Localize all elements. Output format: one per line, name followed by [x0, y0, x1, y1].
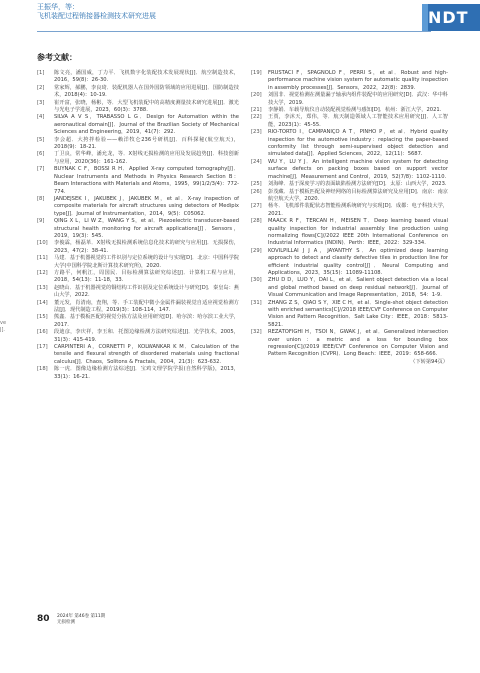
reference-item	[37, 166, 239, 196]
reference-number: [19]	[251, 70, 262, 76]
reference-text: 丁卫良，常华峰，潘允龙，等．X射线无损检测的应用及发展趋势[J]．科技创新与应用，2020(36)：161-162.	[54, 151, 239, 165]
journal-name: 无损检测	[57, 620, 75, 625]
references-heading: 参考文献：	[37, 53, 77, 62]
logo-text: NDT	[428, 8, 469, 27]
reference-item	[37, 218, 239, 240]
references-right-column	[251, 70, 448, 366]
reference-number: [22]	[251, 114, 262, 121]
reference-text: MAACK R F，TERCAN H，MEISEN T．Deep learning based visual quality inspection for industrial assembly line production using normalizing flows[C]//2022 IEEE 20th International Conference on Industrial Informatics (INDIN)．Perth：IEEE，2022：329-334.	[268, 218, 448, 247]
issue-info	[57, 614, 105, 626]
reference-number: [3]	[37, 99, 45, 106]
reference-item	[37, 240, 239, 255]
running-header	[37, 3, 156, 21]
reference-text: JANDEJSEK I，JAKUBEK J，JAKUBEK M，et al．X-ray inspection of composite materials for aircraft structures using detectors of Medipix type[J]．Journal of Instrumentation，2014，9(5)：C05062.	[54, 195, 239, 217]
reference-item	[251, 329, 448, 359]
reference-item	[251, 129, 448, 159]
reference-text: 常家辉，郝鹏，李良琦．装配机器人在国外国防领域的应用进展[J]．国防制造技术，2018(4)：10-19.	[54, 84, 239, 99]
reference-item	[251, 114, 448, 129]
issue-volume: 2024年 第46卷 第11期	[57, 614, 106, 619]
reference-item	[37, 300, 239, 315]
page-number: 80	[37, 614, 50, 624]
reference-item	[37, 85, 239, 100]
reference-item	[251, 277, 448, 299]
reference-number: [1]	[37, 70, 45, 76]
reference-text: CARPINTERI A，CORNETTI P，KOLWANKAR K M．Calculation of the tensile and flexural strength of disordered materials using fractional calculus[J]．Chaos，Solitons & Fractals，2004，21(3)：623-632.	[54, 344, 239, 365]
reference-text: REZATOFIGHI H，TSOI N，GWAK J，et al．Generalized intersection over union：a metric and a loss for bounding box regression[C]//2019 IEEE/CVF Conference on Computer Vision and Pattern Recognition (CVPR)．Long Beach：IEEE，2019：658-666.	[268, 329, 448, 358]
reference-text: RIO-TORTO I，CAMPANIÇO A T，PINHO P，et al．Hybrid quality inspection for the automotive industry：replacing the paper-based conformity list through semi-supervised object detection and simulated data[J]．Applied Sciences，2022，12(11)：5687.	[268, 129, 448, 158]
reference-number: [5]	[37, 136, 45, 143]
reference-number: [24]	[251, 158, 262, 165]
reference-text: 段迪彦，李庆祥，李玉和．托图边缘检测方法研究综述[J]．光学技术，2005，31(3)：415-419.	[54, 329, 239, 343]
reference-text: 刘海峰．基于深度学习的表面缺陷检测方法研究[D]．太原：山西大学，2023.	[268, 181, 447, 188]
reference-item	[251, 92, 448, 107]
reference-item	[37, 344, 239, 366]
reference-text: WU Y，LU Y J．An intelligent machine vision system for detecting surface defects on packing boxes based on support vector machine[J]．Measurement and Control，2019，52(7/8)：1102-1110.	[268, 158, 448, 180]
reference-number: [14]	[37, 299, 48, 306]
reference-number: [25]	[251, 181, 262, 188]
reference-item	[37, 137, 239, 152]
reference-text: 王贾，李沐天，郑伟，等．航天制造领域人工智能技术应用研究[J]．人工智能，2023(1)：45-55.	[268, 114, 448, 128]
reference-text: 马建．基于机器视觉的工件识别与定位系统的设计与实现[D]．北京：中国科学院大学(中国科学院北斯计算技术研究所)，2020.	[54, 255, 239, 269]
reference-text: KOVILPILLAI J J A，JAYANTHY S．An optimized deep learning approach to detect and classify defective tiles in production line for efficient industrial quality control[J]．Neural Computing and Applications，2023，35(15)：11089-11108.	[268, 247, 448, 276]
reference-item	[251, 70, 448, 92]
reference-text: 董元发，肖清南，査翔，等．手工装配中微小金属件漏装视觉自适应视觉检测方法[J]．现代制造工程，2019(3)：108-114，147.	[54, 299, 239, 313]
reference-item	[37, 314, 239, 329]
references-left-column	[37, 70, 239, 381]
reference-number: [31]	[251, 299, 262, 306]
header-rule	[37, 31, 431, 32]
reference-number: [20]	[251, 92, 262, 99]
reference-number: [4]	[37, 114, 45, 121]
reference-text: FRUSTACI F，SPAGNOLO F，PERRI S，et al．Robust and high-performance machine vision system for automatic quality inspection in assembly processes[J]．Sensors，2022，22(8)：2839.	[268, 70, 448, 91]
reference-text: SILVA A V S，TRABASSO L G．Design for Automation within the aeronautical domain[J]．Journal of the Brazilian Society of Mechanical Sciences and Engineering，2019，41(7)：292.	[54, 114, 239, 136]
reference-number: [32]	[251, 329, 262, 336]
reference-number: [10]	[37, 240, 48, 247]
reference-item	[251, 248, 448, 278]
header-title: 飞机装配过程销接器检测技术研究进展	[37, 12, 156, 20]
reference-item	[37, 151, 239, 166]
reference-text: QING X L，LI W Z，WANG Y S，et al．Piezoelectric transducer-based structural health monitoring for aircraft applications[J]．Sensors，2019，19(3)：545.	[54, 218, 239, 239]
reference-item	[37, 366, 239, 381]
reference-item	[251, 181, 448, 188]
reference-item	[251, 203, 448, 218]
reference-item	[37, 285, 239, 300]
reference-text: BUYNAK C F，BOSSI R H．Applied X-ray computed tomography[J]．Nuclear Instruments and Methods in Physics Research Section B：Beam Interactions with Materials and Atoms，1995，99(1/2/3/4)：772-774.	[54, 166, 239, 195]
reference-item	[37, 100, 239, 115]
reference-number: [9]	[37, 218, 45, 225]
reference-number: [26]	[251, 188, 262, 195]
reference-number: [13]	[37, 284, 48, 291]
reference-text: 彭茂藏．基于模板匹配及神经网络的目标检测算法研究及应用[D]．南京：南京航空航天大学，2020.	[268, 188, 448, 202]
reference-text: ZHANG Z S，QIAO S Y，XIE C H，et al．Single-shot object detection with enriched semantics[C]//2018 IEEE/CVF Conference on Computer Vision and Pattern Recognition．Salt Lake City：IEEE，2018：5813-5821.	[268, 299, 448, 328]
reference-text: 陈文亮，潘国威，丁力平．飞机数字化装配技术发展现状[J]．航空制造技术，2016，59(8)：26-30.	[54, 70, 239, 84]
margin-note-2: J].	[0, 327, 6, 333]
reference-item	[37, 196, 239, 218]
reference-number: [16]	[37, 329, 48, 336]
header-authors: 王振华，等：	[37, 3, 79, 11]
reference-number: [6]	[37, 151, 45, 158]
reference-text: ZHU D D，LUO Y，DAI L，et al．Salient object detection via a local and global method based on deep residual network[J]．Journal of Visual Communication and Image Representation，2018，54：1-9.	[268, 277, 448, 299]
reference-text: 方路平，何帆江，周国民．目标检测算法研究综述[J]．计算机工程与应用，2018，54(13)：11-18，33.	[54, 269, 239, 284]
reference-text: 李会超．大挎拌检验——赖洋牧仑236号研机[J]．百科探秘(航空航天)，2018(9)：18-21.	[54, 136, 239, 151]
reference-item	[251, 159, 448, 181]
reference-item	[37, 329, 239, 344]
reference-item	[37, 114, 239, 136]
reference-text: 熊鑫．基于模板匹配的视觉分拣方法及应用研究[D]．哈尔滨：哈尔滨工业大学，2017.	[54, 314, 239, 328]
reference-number: [27]	[251, 203, 262, 210]
reference-number: [21]	[251, 107, 262, 114]
reference-text: 杨冬．飞机部件装配状态智能检测系统研究与实现[D]．成都：电子科技大学，2021.	[268, 203, 448, 217]
reference-text: 陈一虎．图像边缘检测方法综述[J]．宝鸡文理学院学报(自然科学版)，2013，33(1)：16-21.	[54, 366, 239, 380]
reference-number: [12]	[37, 269, 48, 276]
reference-item	[251, 218, 448, 248]
reference-number: [17]	[37, 344, 48, 351]
reference-number: [2]	[37, 84, 45, 91]
reference-text: 李俊霖，杨磊革．X射线无损检测系统信息化技术的研究与应用[J]．无损探伤，2023，47(2)：38-41.	[54, 240, 239, 254]
reference-number: [28]	[251, 218, 262, 225]
reference-number: [23]	[251, 129, 262, 136]
margin-note-1: ve	[0, 320, 7, 326]
reference-number: [11]	[37, 255, 48, 262]
reference-item	[251, 189, 448, 204]
reference-text: 赵晓山．基于机器视觉的铜结构工件识别及定位系统设计与研究[D]．秦皇岛：燕山大学，2022.	[54, 284, 239, 299]
continued-note: （下转第94页）	[410, 358, 448, 365]
journal-logo	[422, 4, 480, 31]
reference-number: [15]	[37, 314, 48, 321]
reference-number: [7]	[37, 166, 45, 173]
reference-item	[37, 270, 239, 285]
reference-item	[37, 255, 239, 270]
reference-text: 崔开富，张晓，杨彬，等．大型飞机装配中的高精度测量技术研究进展[J]．激光与光电子学进展，2023，60(3)：3788.	[54, 99, 239, 114]
reference-number: [18]	[37, 366, 48, 373]
reference-item	[251, 300, 448, 330]
reference-text: 李静娟．车载导航仪自动装配视觉检测与感知[D]．杭州：浙江大学，2021.	[268, 107, 442, 114]
reference-number: [30]	[251, 277, 262, 284]
reference-text: 刘国非．视觉检测在测量漏子轴承内组件装配中的应用研究[D]．武汉：华中科技大学，2019.	[268, 92, 448, 106]
reference-number: [29]	[251, 247, 262, 254]
reference-item	[37, 70, 239, 85]
reference-number: [8]	[37, 195, 45, 202]
